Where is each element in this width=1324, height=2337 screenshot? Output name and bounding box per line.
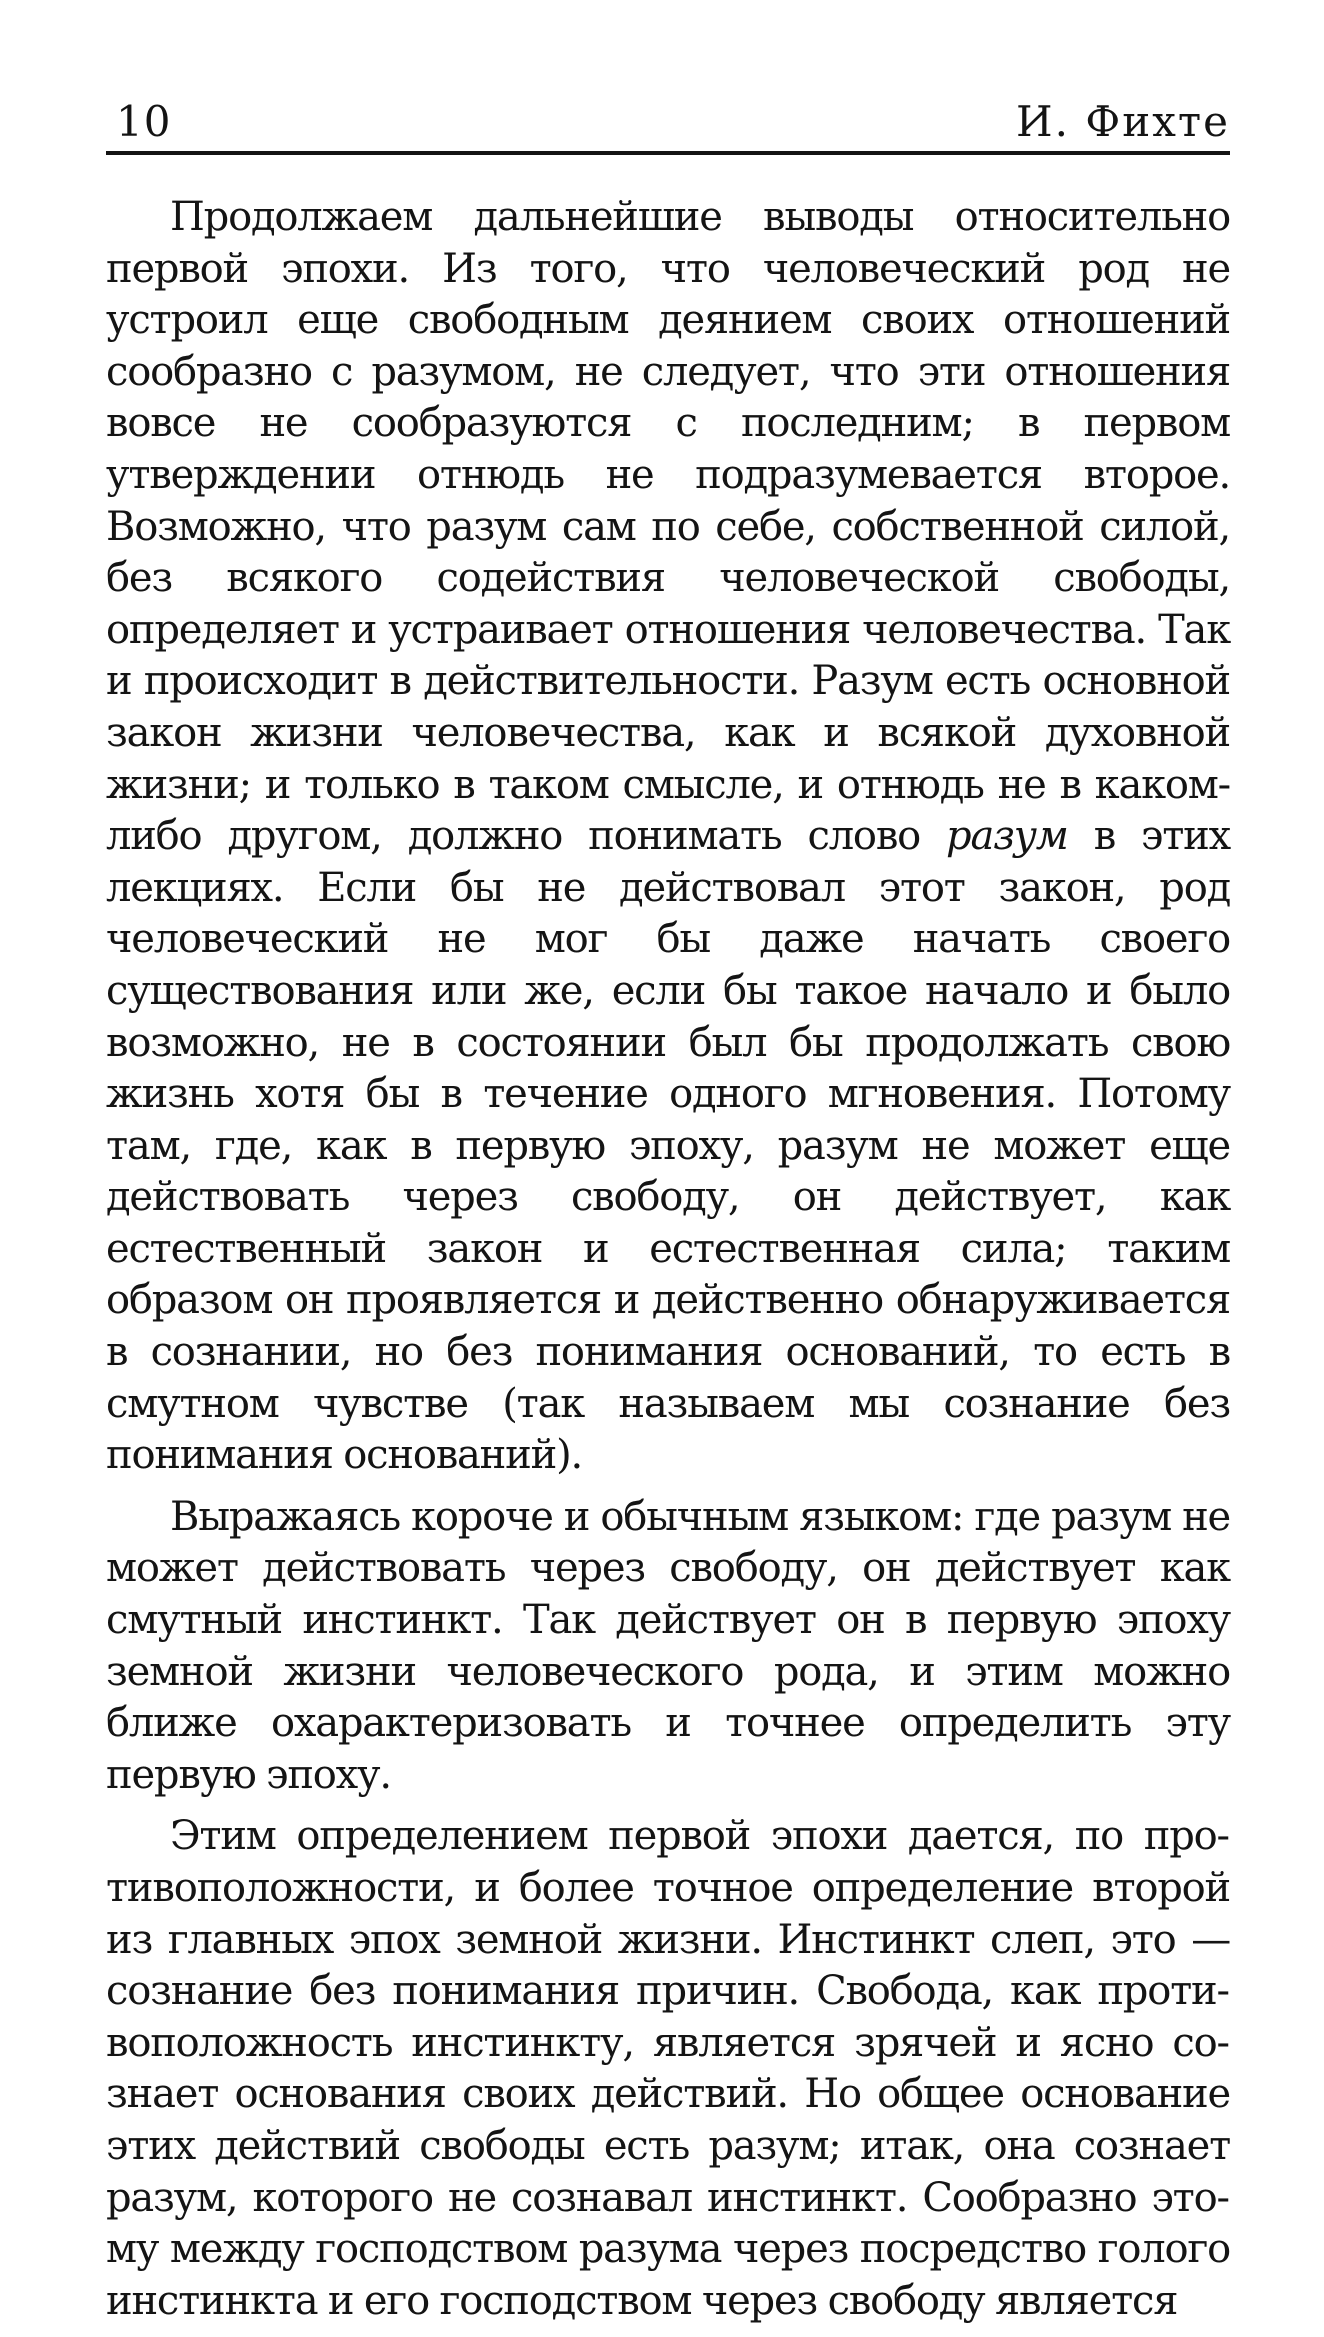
paragraph-1 bbox=[106, 192, 1230, 1482]
paragraph-3: Этим определением первой эпохи дается, по противоположности, и более точное определение второй из главных эпох земной жизни. Инстинкт слеп, это — сознание без понимания причин. Свобода, как противоположность инстинкту, является зрячей и ясно сознает основания своих действий. Но общее основание этих действий свободы есть разум; итак, она сознает разум, которого не сознавал инстинкт. Сообразно этому между господством разума через посредство голого инстинкта и его господством через свободу является bbox=[106, 1813, 1230, 2324]
page-header bbox=[106, 94, 1230, 150]
header-rule bbox=[106, 151, 1230, 155]
paragraph-1-part-2: в этих лекциях. Если бы не действовал этот закон, род человеческий не мог бы даже начать своего существования или же, если бы такое начало и было возможно, не в состоянии был бы продолжать свою жизнь хотя бы в течение одного мгновения. Потому там, где, как в первую эпоху, разум не может еще действовать через свободу, он действует, как естественный закон и естественная сила; таким образом он проявляется и действенно обнаруживается в сознании, но без понимания оснований, то есть в смутном чувстве (так называем мы сознание без понимания оснований). bbox=[106, 813, 1230, 1479]
body-text bbox=[106, 192, 1230, 2337]
emphasized-word: разум bbox=[946, 813, 1068, 860]
page-number: 10 bbox=[116, 97, 172, 146]
running-head: И. Фихте bbox=[1016, 97, 1230, 146]
paragraph-1-part-1: Продолжаем дальнейшие выводы относительно первой эпохи. Из того, что человеческий род не устроил еще свободным деянием своих отношений сообразно с разумом, не следует, что эти отношения вовсе не сообразуются с последним; в первом утверждении отнюдь не подразумевается второе. Возможно, что разум сам по себе, собственной силой, без всякого содействия человеческой свободы, определяет и устраивает отношения человечества. Так и происходит в действительности. Разум есть основной закон жизни человечества, как и всякой духовной жизни; и только в таком смысле, и отнюдь не в каком-либо другом, должно понимать слово bbox=[106, 194, 1230, 860]
paragraph-2: Выражаясь короче и обычным языком: где разум не может действовать через свободу, он действует как смутный инстинкт. Так действует он в первую эпоху земной жизни человеческого рода, и этим можно ближе охарактеризовать и точнее определить эту первую эпоху. bbox=[106, 1493, 1230, 1798]
